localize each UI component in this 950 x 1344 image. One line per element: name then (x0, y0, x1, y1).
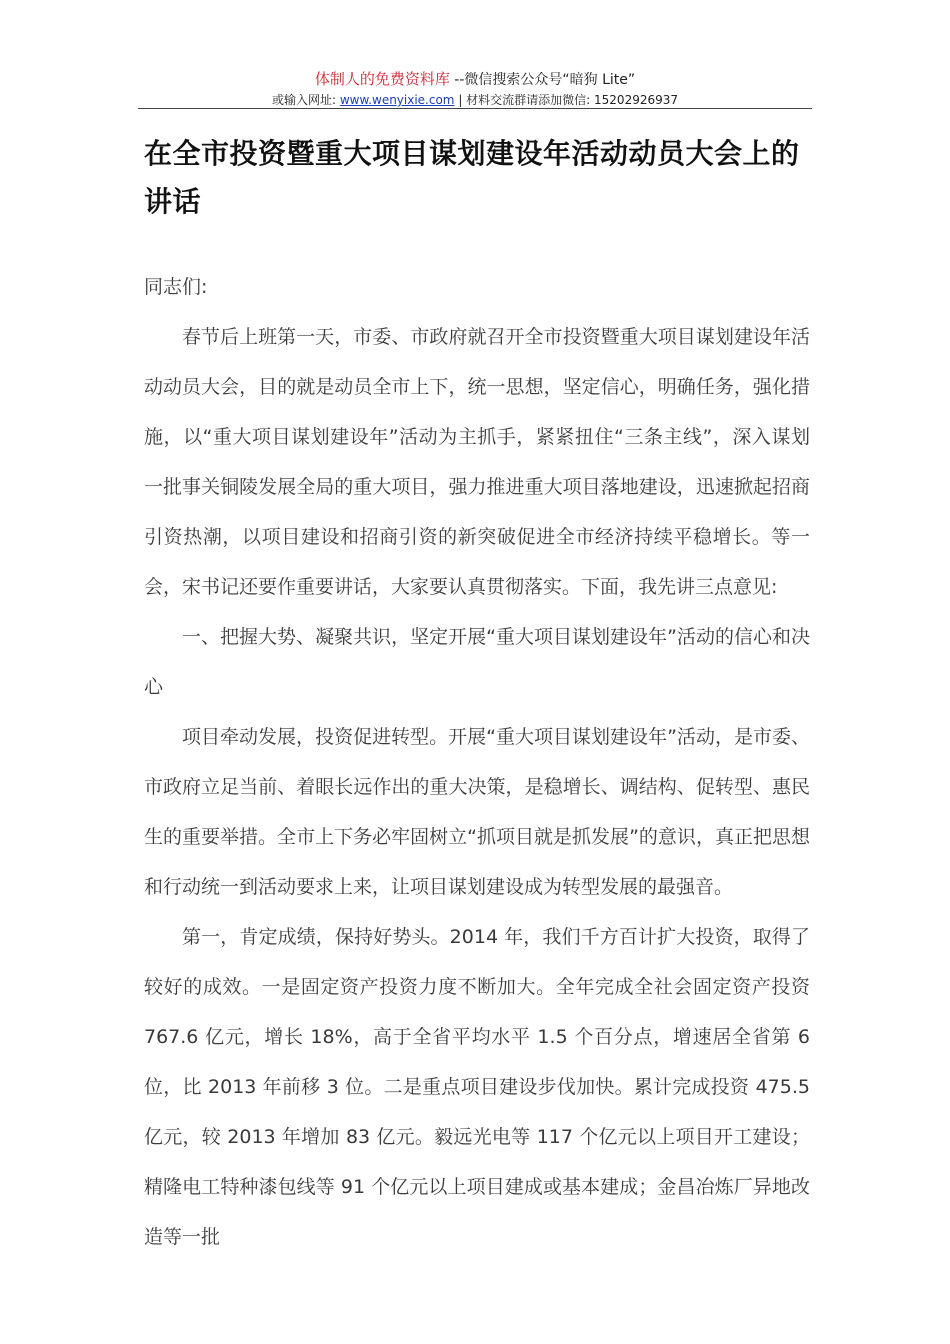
header-brand: 体制人的免费资料库 (314, 70, 450, 88)
section-heading: 一、把握大势、凝聚共识，坚定开展“重大项目谋划建设年”活动的信心和决心 (144, 626, 810, 698)
header-url-link[interactable]: www.wenyixie.com (339, 93, 455, 107)
header-tagline: --微信搜索公众号“暗狗 Lite” (449, 72, 636, 88)
page-header (138, 68, 812, 109)
header-url-prefix: 或输入网址: (271, 93, 340, 107)
paragraph: 第一，肯定成绩，保持好势头。2014 年，我们千方百计扩大投资，取得了较好的成效。一是固定资产投资力度不断加大。全年完成全社会固定资产投资767.6 亿元，增长 18%，高于全省平均水平 1.5 个百分点，增速居全省第 6 位，比 2013 年前移 3 位。二是重点项目建设步伐加快。累计完成投资 475.5 亿元，较 2013 年增加 83 亿元。毅远光电等 117 个亿元以上项目开工建设；精隆电工特种漆包线等 91 个亿元以上项目建成或基本建成；金昌冶炼厂异地改造等一批 (144, 926, 810, 1248)
header-divider (138, 108, 812, 109)
header-contact: | 材料交流群请添加微信: 15202926937 (454, 93, 679, 107)
document-title: 在全市投资暨重大项目谋划建设年活动动员大会上的讲话 (144, 137, 800, 218)
document-body (144, 262, 810, 1262)
header-contact-line (138, 91, 812, 109)
paragraph: 项目牵动发展，投资促进转型。开展“重大项目谋划建设年”活动，是市委、市政府立足当前、着眼长远作出的重大决策，是稳增长、调结构、促转型、惠民生的重要举措。全市上下务必牢固树立“抓项目就是抓发展”的意识，真正把思想和行动统一到活动要求上来，让项目谋划建设成为转型发展的最强音。 (144, 726, 810, 898)
header-promo-line (138, 68, 812, 91)
paragraph: 春节后上班第一天，市委、市政府就召开全市投资暨重大项目谋划建设年活动动员大会，目的就是动员全市上下，统一思想，坚定信心，明确任务，强化措施，以“重大项目谋划建设年”活动为主抓手，紧紧扭住“三条主线”，深入谋划一批事关铜陵发展全局的重大项目，强力推进重大项目落地建设，迅速掀起招商引资热潮，以项目建设和招商引资的新突破促进全市经济持续平稳增长。等一会，宋书记还要作重要讲话，大家要认真贯彻落实。下面，我先讲三点意见: (144, 326, 810, 598)
salutation: 同志们: (144, 276, 208, 298)
